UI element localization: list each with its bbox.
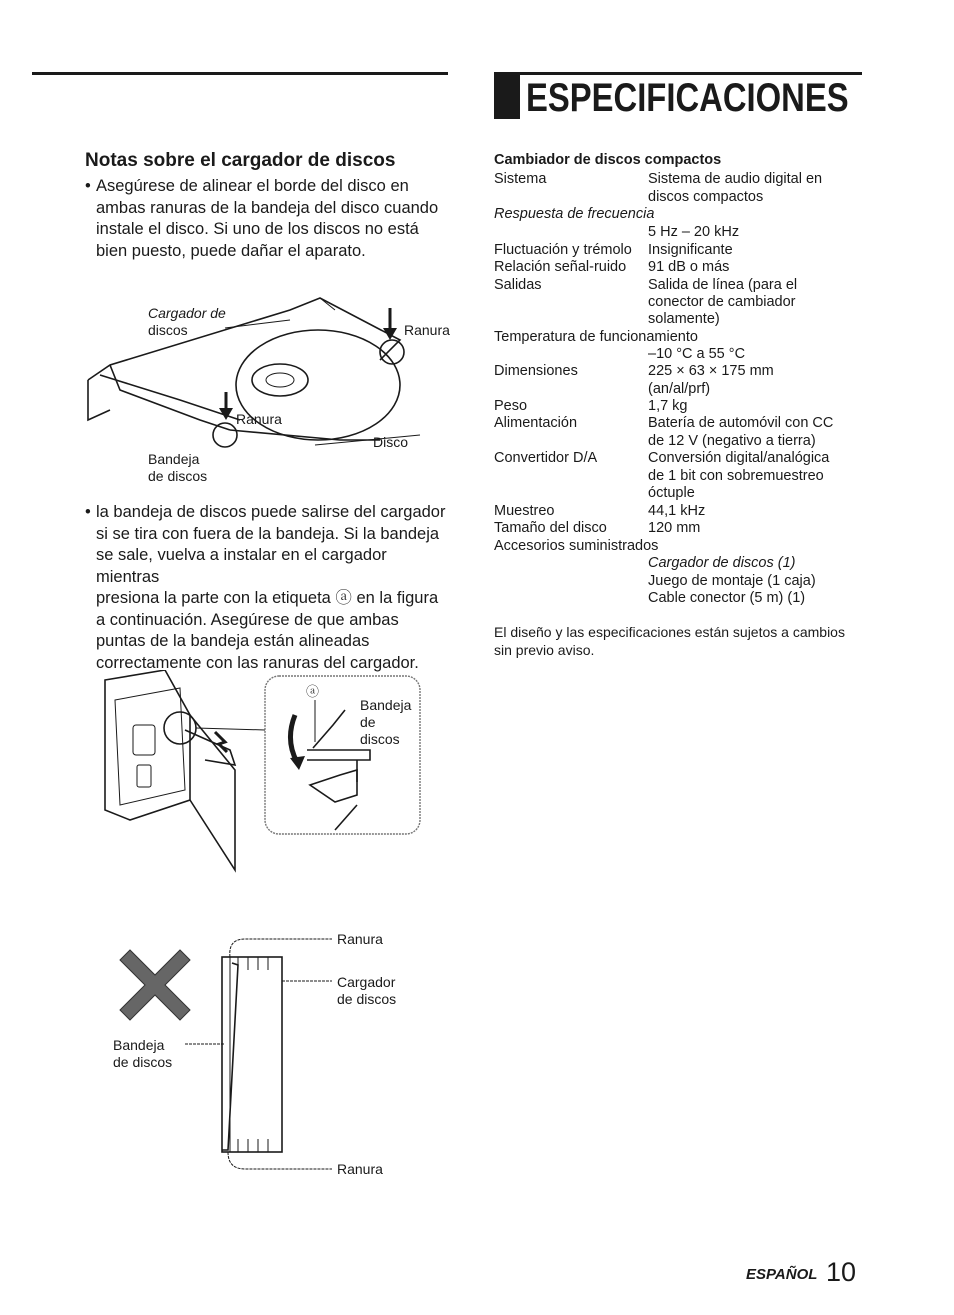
spec-value: 1,7 kg (648, 398, 688, 414)
fig3-label-bandeja: Bandeja de discos (113, 1037, 173, 1070)
spec-key: Salidas (494, 277, 542, 293)
spec-key: Sistema (494, 171, 547, 187)
bullet-2-line: a continuación. Asegúrese de que ambas (96, 610, 399, 629)
spec-key: Convertidor D/A (494, 450, 598, 466)
fig3-label-cargador: Cargador de discos (337, 974, 397, 1007)
bullet-2-line: puntas de la bandeja están alineadas (96, 632, 370, 650)
fig1-label-cargador: Cargador de discos (148, 305, 226, 338)
spec-value: Cable conector (5 m) (1) (648, 590, 806, 606)
section-title: ESPECIFICACIONES (526, 76, 849, 120)
bullet-1-line: instale el disco. Si uno de los discos no está (96, 220, 419, 238)
spec-value: conector de cambiador (648, 294, 796, 310)
spec-value: 44,1 kHz (648, 503, 706, 519)
spec-value: Cargador de discos (1) (648, 555, 796, 571)
spec-value: Insignificante (648, 242, 733, 258)
spec-value: 120 mm (648, 520, 701, 536)
bullet-1-line: bien puesto, puede dañar el aparato. (96, 241, 366, 260)
magazine-column (222, 957, 282, 1152)
spec-key: Tamaño del disco (494, 520, 607, 536)
spec-value: óctuple (648, 485, 695, 501)
spec-value: Salida de línea (para el (648, 277, 798, 293)
spec-key: Respuesta de frecuencia (494, 206, 655, 222)
spec-key: Peso (494, 398, 528, 414)
fig2-marker-a: ⓐ (306, 684, 320, 699)
notes-bullet-2 (85, 502, 450, 674)
spec-key: Muestreo (494, 503, 555, 519)
magazine-body (105, 670, 190, 820)
spec-key: Dimensiones (494, 363, 578, 379)
section-title-marker (494, 75, 520, 119)
fig1-label-ranura-right: Ranura (404, 322, 450, 338)
notes-heading: Notas sobre el cargador de discos (85, 150, 396, 171)
spec-value: discos compactos (648, 189, 764, 205)
spec-value: de 12 V (negativo a tierra) (648, 433, 816, 449)
bullet-2-line: se sale, vuelva a instalar en el cargador mientras (96, 546, 387, 586)
spec-value: (an/al/prf) (648, 381, 711, 397)
curved-arrow-icon (290, 715, 297, 762)
spec-value: de 1 bit con sobremuestreo (648, 468, 824, 484)
fig2-label-bandeja: Bandeja de discos (360, 697, 412, 747)
spec-value: –10 °C a 55 °C (648, 346, 746, 362)
spec-value: 225 × 63 × 175 mm (648, 363, 774, 379)
fig1-label-disco: Disco (373, 434, 409, 450)
bullet-symbol: • (85, 177, 91, 195)
spec-key: Temperatura de funcionamiento (494, 329, 698, 345)
spec-value: Batería de automóvil con CC (648, 415, 834, 431)
fig1-label-ranura-center: Ranura (236, 411, 282, 427)
bullet-symbol: • (85, 503, 91, 521)
slot-center-circle (213, 423, 237, 447)
magazine-outline (88, 298, 400, 380)
detail-circle (164, 712, 196, 744)
specs-footnote: El diseño y las especificaciones están sujetos a cambios sin previo aviso. (494, 624, 845, 658)
bullet-2-line: si se tira con fuera de la bandeja. Si la bandeja (96, 524, 440, 543)
page-number: 10 (826, 1257, 857, 1287)
spec-key: Fluctuación y trémolo (494, 242, 632, 258)
specs-heading: Cambiador de discos compactos (494, 152, 722, 168)
bullet-1-line: ambas ranuras de la bandeja del disco cuando (96, 198, 439, 217)
spec-key: Accesorios suministrados (494, 538, 659, 554)
header-rule-left (32, 72, 448, 75)
spec-value: Sistema de audio digital en (648, 171, 823, 187)
spec-value: Juego de montaje (1 caja) (648, 573, 816, 589)
fig3-label-ranura-top: Ranura (337, 931, 383, 947)
disc-hub (252, 364, 308, 396)
bullet-1-line: Asegúrese de alinear el borde del disco en (96, 177, 409, 195)
spec-key: Relación señal-ruido (494, 259, 627, 275)
bullet-2-line: correctamente con las ranuras del cargador. (96, 653, 419, 672)
wrong-x-icon (120, 950, 190, 1020)
bullet-2-line: presiona la parte con la etiqueta ⓐ en la figura (96, 589, 439, 607)
notes-bullet-1 (85, 176, 450, 262)
spec-value: solamente) (648, 311, 720, 327)
fig1-label-bandeja: Bandeja de discos (148, 451, 208, 484)
bullet-2-line: la bandeja de discos puede salirse del cargador (96, 503, 446, 521)
spec-value: 91 dB o más (648, 259, 730, 275)
spec-key: Alimentación (494, 415, 578, 431)
fig3-label-ranura-bottom: Ranura (337, 1161, 383, 1177)
spec-value: 5 Hz – 20 kHz (648, 224, 740, 240)
spec-value: Conversión digital/analógica (648, 450, 830, 466)
footer-language: ESPAÑOL (746, 1266, 818, 1283)
